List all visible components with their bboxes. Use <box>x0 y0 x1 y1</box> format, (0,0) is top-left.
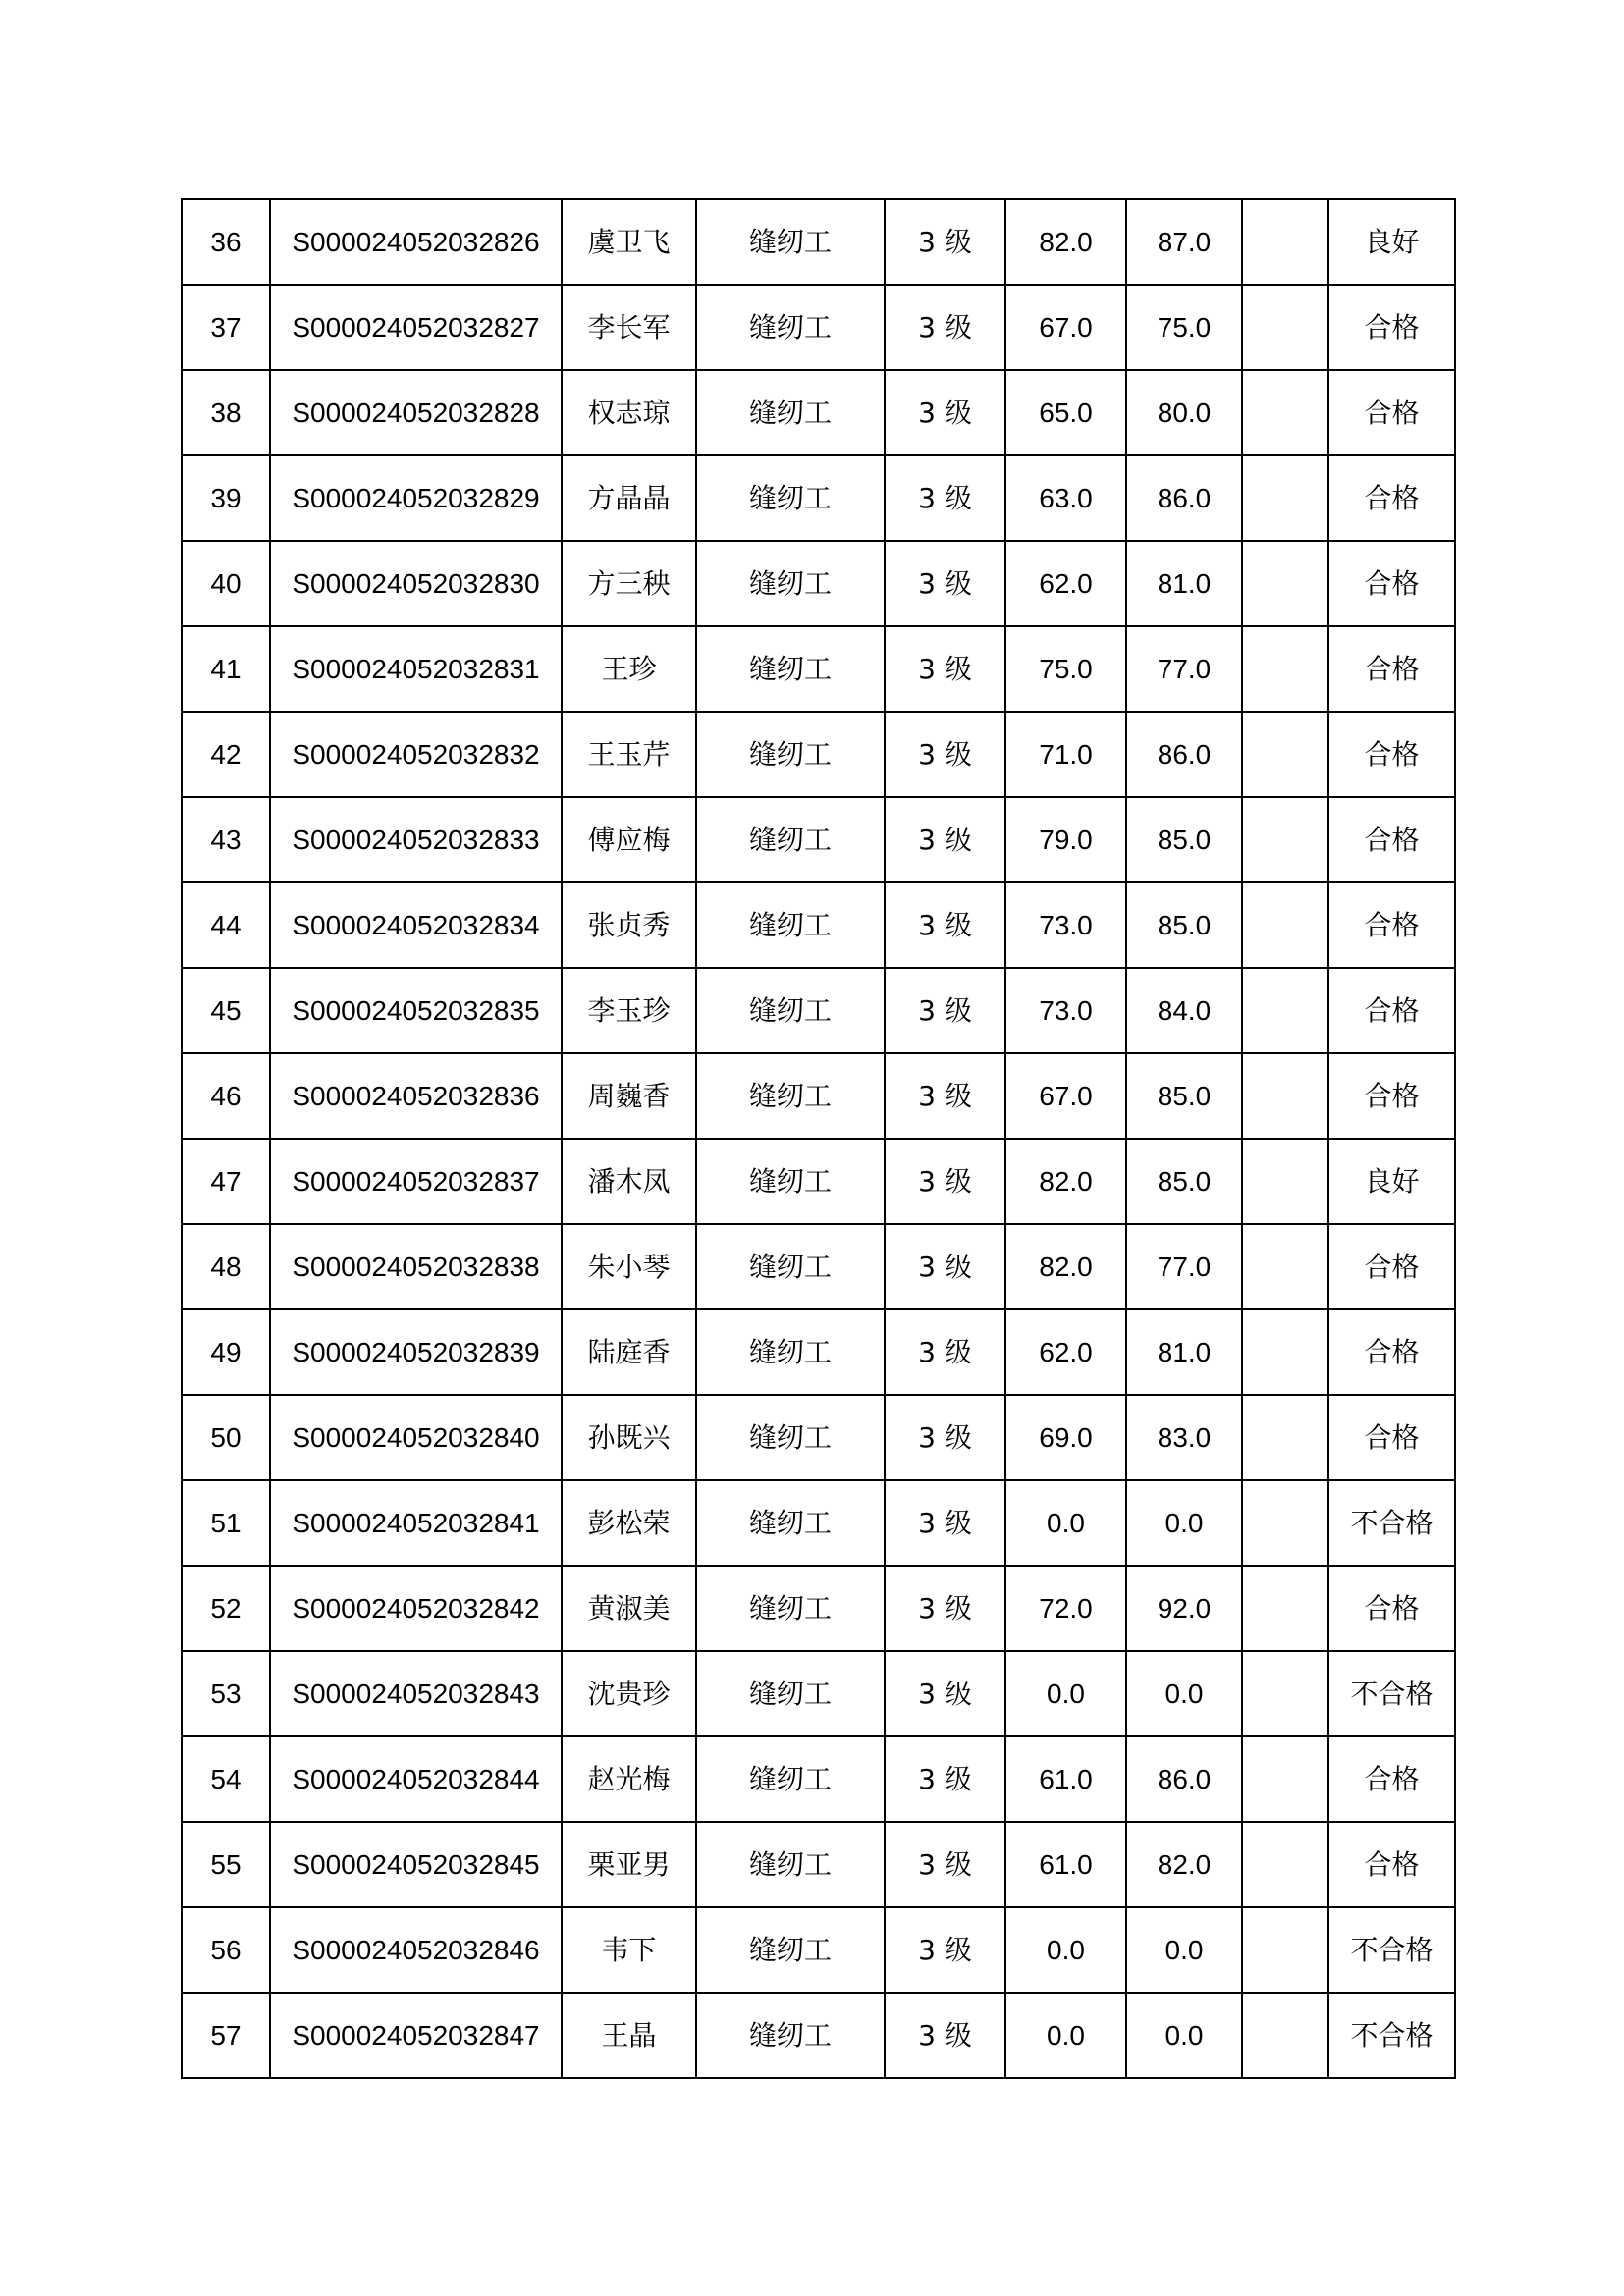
practical-score-cell: 77.0 <box>1126 626 1242 712</box>
name-cell: 权志琼 <box>562 370 696 455</box>
practical-score-cell: 92.0 <box>1126 1566 1242 1651</box>
result-cell: 合格 <box>1328 626 1455 712</box>
blank-cell <box>1242 1224 1328 1309</box>
level-cell: 3 级 <box>885 1566 1005 1651</box>
certificate-id-cell: S000024052032828 <box>270 370 562 455</box>
blank-cell <box>1242 968 1328 1053</box>
table-row <box>182 1053 1455 1139</box>
table-row <box>182 1907 1455 1993</box>
result-cell: 合格 <box>1328 1309 1455 1395</box>
certificate-id-cell: S000024052032838 <box>270 1224 562 1309</box>
trade-cell: 缝纫工 <box>696 1224 885 1309</box>
table-row <box>182 882 1455 968</box>
trade-cell: 缝纫工 <box>696 1651 885 1736</box>
name-cell: 王珍 <box>562 626 696 712</box>
certificate-id-cell: S000024052032836 <box>270 1053 562 1139</box>
name-cell: 虞卫飞 <box>562 199 696 285</box>
row-number-cell: 54 <box>182 1736 270 1822</box>
theory-score-cell: 63.0 <box>1005 455 1126 541</box>
practical-score-cell: 86.0 <box>1126 712 1242 797</box>
table-row <box>182 1309 1455 1395</box>
level-cell: 3 级 <box>885 1822 1005 1907</box>
practical-score-cell: 86.0 <box>1126 455 1242 541</box>
level-cell: 3 级 <box>885 285 1005 370</box>
blank-cell <box>1242 1822 1328 1907</box>
row-number-cell: 42 <box>182 712 270 797</box>
result-cell: 合格 <box>1328 1224 1455 1309</box>
level-cell: 3 级 <box>885 455 1005 541</box>
certificate-id-cell: S000024052032827 <box>270 285 562 370</box>
theory-score-cell: 0.0 <box>1005 1907 1126 1993</box>
row-number-cell: 50 <box>182 1395 270 1480</box>
blank-cell <box>1242 1395 1328 1480</box>
result-cell: 合格 <box>1328 1053 1455 1139</box>
theory-score-cell: 67.0 <box>1005 285 1126 370</box>
certificate-id-cell: S000024052032845 <box>270 1822 562 1907</box>
level-cell: 3 级 <box>885 1053 1005 1139</box>
name-cell: 朱小琴 <box>562 1224 696 1309</box>
table-row <box>182 1993 1455 2078</box>
result-cell: 不合格 <box>1328 1651 1455 1736</box>
row-number-cell: 39 <box>182 455 270 541</box>
result-cell: 不合格 <box>1328 1907 1455 1993</box>
trade-cell: 缝纫工 <box>696 455 885 541</box>
trade-cell: 缝纫工 <box>696 1993 885 2078</box>
blank-cell <box>1242 797 1328 882</box>
result-cell: 合格 <box>1328 882 1455 968</box>
result-cell: 良好 <box>1328 199 1455 285</box>
trade-cell: 缝纫工 <box>696 1395 885 1480</box>
level-cell: 3 级 <box>885 199 1005 285</box>
name-cell: 方三秧 <box>562 541 696 626</box>
results-table-body <box>182 199 1455 2078</box>
table-row <box>182 1139 1455 1224</box>
level-cell: 3 级 <box>885 1651 1005 1736</box>
level-cell: 3 级 <box>885 1139 1005 1224</box>
result-cell: 合格 <box>1328 370 1455 455</box>
result-cell: 合格 <box>1328 285 1455 370</box>
certificate-id-cell: S000024052032832 <box>270 712 562 797</box>
row-number-cell: 49 <box>182 1309 270 1395</box>
level-cell: 3 级 <box>885 1480 1005 1566</box>
row-number-cell: 44 <box>182 882 270 968</box>
row-number-cell: 38 <box>182 370 270 455</box>
theory-score-cell: 82.0 <box>1005 1139 1126 1224</box>
practical-score-cell: 0.0 <box>1126 1651 1242 1736</box>
table-row <box>182 1224 1455 1309</box>
blank-cell <box>1242 541 1328 626</box>
practical-score-cell: 80.0 <box>1126 370 1242 455</box>
name-cell: 周巍香 <box>562 1053 696 1139</box>
blank-cell <box>1242 1907 1328 1993</box>
result-cell: 合格 <box>1328 541 1455 626</box>
blank-cell <box>1242 626 1328 712</box>
row-number-cell: 51 <box>182 1480 270 1566</box>
blank-cell <box>1242 712 1328 797</box>
level-cell: 3 级 <box>885 968 1005 1053</box>
result-cell: 不合格 <box>1328 1480 1455 1566</box>
blank-cell <box>1242 882 1328 968</box>
name-cell: 张贞秀 <box>562 882 696 968</box>
table-row <box>182 1480 1455 1566</box>
theory-score-cell: 79.0 <box>1005 797 1126 882</box>
name-cell: 方晶晶 <box>562 455 696 541</box>
theory-score-cell: 67.0 <box>1005 1053 1126 1139</box>
row-number-cell: 52 <box>182 1566 270 1651</box>
blank-cell <box>1242 1736 1328 1822</box>
table-row <box>182 1822 1455 1907</box>
certificate-id-cell: S000024052032846 <box>270 1907 562 1993</box>
level-cell: 3 级 <box>885 1907 1005 1993</box>
name-cell: 李玉珍 <box>562 968 696 1053</box>
blank-cell <box>1242 370 1328 455</box>
practical-score-cell: 83.0 <box>1126 1395 1242 1480</box>
level-cell: 3 级 <box>885 626 1005 712</box>
blank-cell <box>1242 1993 1328 2078</box>
theory-score-cell: 0.0 <box>1005 1993 1126 2078</box>
result-cell: 合格 <box>1328 712 1455 797</box>
theory-score-cell: 0.0 <box>1005 1651 1126 1736</box>
trade-cell: 缝纫工 <box>696 1736 885 1822</box>
practical-score-cell: 81.0 <box>1126 1309 1242 1395</box>
practical-score-cell: 85.0 <box>1126 1139 1242 1224</box>
certificate-id-cell: S000024052032826 <box>270 199 562 285</box>
result-cell: 良好 <box>1328 1139 1455 1224</box>
level-cell: 3 级 <box>885 370 1005 455</box>
theory-score-cell: 73.0 <box>1005 968 1126 1053</box>
practical-score-cell: 84.0 <box>1126 968 1242 1053</box>
blank-cell <box>1242 1566 1328 1651</box>
level-cell: 3 级 <box>885 1224 1005 1309</box>
table-row <box>182 1566 1455 1651</box>
theory-score-cell: 73.0 <box>1005 882 1126 968</box>
level-cell: 3 级 <box>885 541 1005 626</box>
name-cell: 沈贵珍 <box>562 1651 696 1736</box>
theory-score-cell: 62.0 <box>1005 541 1126 626</box>
level-cell: 3 级 <box>885 1736 1005 1822</box>
trade-cell: 缝纫工 <box>696 1480 885 1566</box>
certificate-id-cell: S000024052032835 <box>270 968 562 1053</box>
practical-score-cell: 82.0 <box>1126 1822 1242 1907</box>
certificate-id-cell: S000024052032834 <box>270 882 562 968</box>
certificate-id-cell: S000024052032843 <box>270 1651 562 1736</box>
certificate-id-cell: S000024052032830 <box>270 541 562 626</box>
name-cell: 韦下 <box>562 1907 696 1993</box>
theory-score-cell: 65.0 <box>1005 370 1126 455</box>
practical-score-cell: 85.0 <box>1126 882 1242 968</box>
theory-score-cell: 61.0 <box>1005 1736 1126 1822</box>
practical-score-cell: 75.0 <box>1126 285 1242 370</box>
practical-score-cell: 77.0 <box>1126 1224 1242 1309</box>
table-row <box>182 968 1455 1053</box>
level-cell: 3 级 <box>885 712 1005 797</box>
blank-cell <box>1242 1651 1328 1736</box>
result-cell: 合格 <box>1328 1566 1455 1651</box>
certificate-id-cell: S000024052032844 <box>270 1736 562 1822</box>
row-number-cell: 56 <box>182 1907 270 1993</box>
table-row <box>182 1736 1455 1822</box>
practical-score-cell: 0.0 <box>1126 1480 1242 1566</box>
name-cell: 赵光梅 <box>562 1736 696 1822</box>
practical-score-cell: 87.0 <box>1126 199 1242 285</box>
certificate-id-cell: S000024052032840 <box>270 1395 562 1480</box>
practical-score-cell: 0.0 <box>1126 1907 1242 1993</box>
table-row <box>182 1395 1455 1480</box>
trade-cell: 缝纫工 <box>696 1907 885 1993</box>
blank-cell <box>1242 285 1328 370</box>
results-table <box>181 198 1456 2079</box>
practical-score-cell: 85.0 <box>1126 1053 1242 1139</box>
table-row <box>182 541 1455 626</box>
practical-score-cell: 85.0 <box>1126 797 1242 882</box>
result-cell: 合格 <box>1328 455 1455 541</box>
certificate-id-cell: S000024052032842 <box>270 1566 562 1651</box>
theory-score-cell: 82.0 <box>1005 1224 1126 1309</box>
trade-cell: 缝纫工 <box>696 1822 885 1907</box>
result-cell: 合格 <box>1328 1395 1455 1480</box>
blank-cell <box>1242 199 1328 285</box>
result-cell: 不合格 <box>1328 1993 1455 2078</box>
name-cell: 栗亚男 <box>562 1822 696 1907</box>
name-cell: 潘木凤 <box>562 1139 696 1224</box>
table-row <box>182 285 1455 370</box>
blank-cell <box>1242 1309 1328 1395</box>
name-cell: 王玉芹 <box>562 712 696 797</box>
row-number-cell: 48 <box>182 1224 270 1309</box>
theory-score-cell: 0.0 <box>1005 1480 1126 1566</box>
blank-cell <box>1242 1480 1328 1566</box>
trade-cell: 缝纫工 <box>696 199 885 285</box>
certificate-id-cell: S000024052032829 <box>270 455 562 541</box>
practical-score-cell: 86.0 <box>1126 1736 1242 1822</box>
theory-score-cell: 82.0 <box>1005 199 1126 285</box>
name-cell: 陆庭香 <box>562 1309 696 1395</box>
table-row <box>182 455 1455 541</box>
trade-cell: 缝纫工 <box>696 1566 885 1651</box>
row-number-cell: 37 <box>182 285 270 370</box>
trade-cell: 缝纫工 <box>696 626 885 712</box>
certificate-id-cell: S000024052032839 <box>270 1309 562 1395</box>
level-cell: 3 级 <box>885 797 1005 882</box>
result-cell: 合格 <box>1328 797 1455 882</box>
certificate-id-cell: S000024052032833 <box>270 797 562 882</box>
blank-cell <box>1242 1139 1328 1224</box>
blank-cell <box>1242 1053 1328 1139</box>
practical-score-cell: 81.0 <box>1126 541 1242 626</box>
theory-score-cell: 62.0 <box>1005 1309 1126 1395</box>
theory-score-cell: 71.0 <box>1005 712 1126 797</box>
trade-cell: 缝纫工 <box>696 541 885 626</box>
trade-cell: 缝纫工 <box>696 882 885 968</box>
certificate-id-cell: S000024052032841 <box>270 1480 562 1566</box>
theory-score-cell: 69.0 <box>1005 1395 1126 1480</box>
table-row <box>182 712 1455 797</box>
name-cell: 彭松荣 <box>562 1480 696 1566</box>
trade-cell: 缝纫工 <box>696 712 885 797</box>
level-cell: 3 级 <box>885 882 1005 968</box>
table-row <box>182 626 1455 712</box>
level-cell: 3 级 <box>885 1309 1005 1395</box>
name-cell: 王晶 <box>562 1993 696 2078</box>
result-cell: 合格 <box>1328 968 1455 1053</box>
name-cell: 黄淑美 <box>562 1566 696 1651</box>
certificate-id-cell: S000024052032831 <box>270 626 562 712</box>
trade-cell: 缝纫工 <box>696 370 885 455</box>
trade-cell: 缝纫工 <box>696 285 885 370</box>
trade-cell: 缝纫工 <box>696 1053 885 1139</box>
table-row <box>182 1651 1455 1736</box>
theory-score-cell: 72.0 <box>1005 1566 1126 1651</box>
row-number-cell: 57 <box>182 1993 270 2078</box>
table-row <box>182 370 1455 455</box>
level-cell: 3 级 <box>885 1395 1005 1480</box>
name-cell: 李长军 <box>562 285 696 370</box>
row-number-cell: 46 <box>182 1053 270 1139</box>
theory-score-cell: 75.0 <box>1005 626 1126 712</box>
row-number-cell: 55 <box>182 1822 270 1907</box>
row-number-cell: 40 <box>182 541 270 626</box>
result-cell: 合格 <box>1328 1822 1455 1907</box>
row-number-cell: 45 <box>182 968 270 1053</box>
practical-score-cell: 0.0 <box>1126 1993 1242 2078</box>
result-cell: 合格 <box>1328 1736 1455 1822</box>
row-number-cell: 43 <box>182 797 270 882</box>
row-number-cell: 47 <box>182 1139 270 1224</box>
blank-cell <box>1242 455 1328 541</box>
certificate-id-cell: S000024052032837 <box>270 1139 562 1224</box>
row-number-cell: 41 <box>182 626 270 712</box>
row-number-cell: 36 <box>182 199 270 285</box>
level-cell: 3 级 <box>885 1993 1005 2078</box>
theory-score-cell: 61.0 <box>1005 1822 1126 1907</box>
table-row <box>182 199 1455 285</box>
certificate-id-cell: S000024052032847 <box>270 1993 562 2078</box>
table-row <box>182 797 1455 882</box>
trade-cell: 缝纫工 <box>696 968 885 1053</box>
row-number-cell: 53 <box>182 1651 270 1736</box>
name-cell: 孙既兴 <box>562 1395 696 1480</box>
name-cell: 傅应梅 <box>562 797 696 882</box>
trade-cell: 缝纫工 <box>696 1309 885 1395</box>
trade-cell: 缝纫工 <box>696 1139 885 1224</box>
trade-cell: 缝纫工 <box>696 797 885 882</box>
